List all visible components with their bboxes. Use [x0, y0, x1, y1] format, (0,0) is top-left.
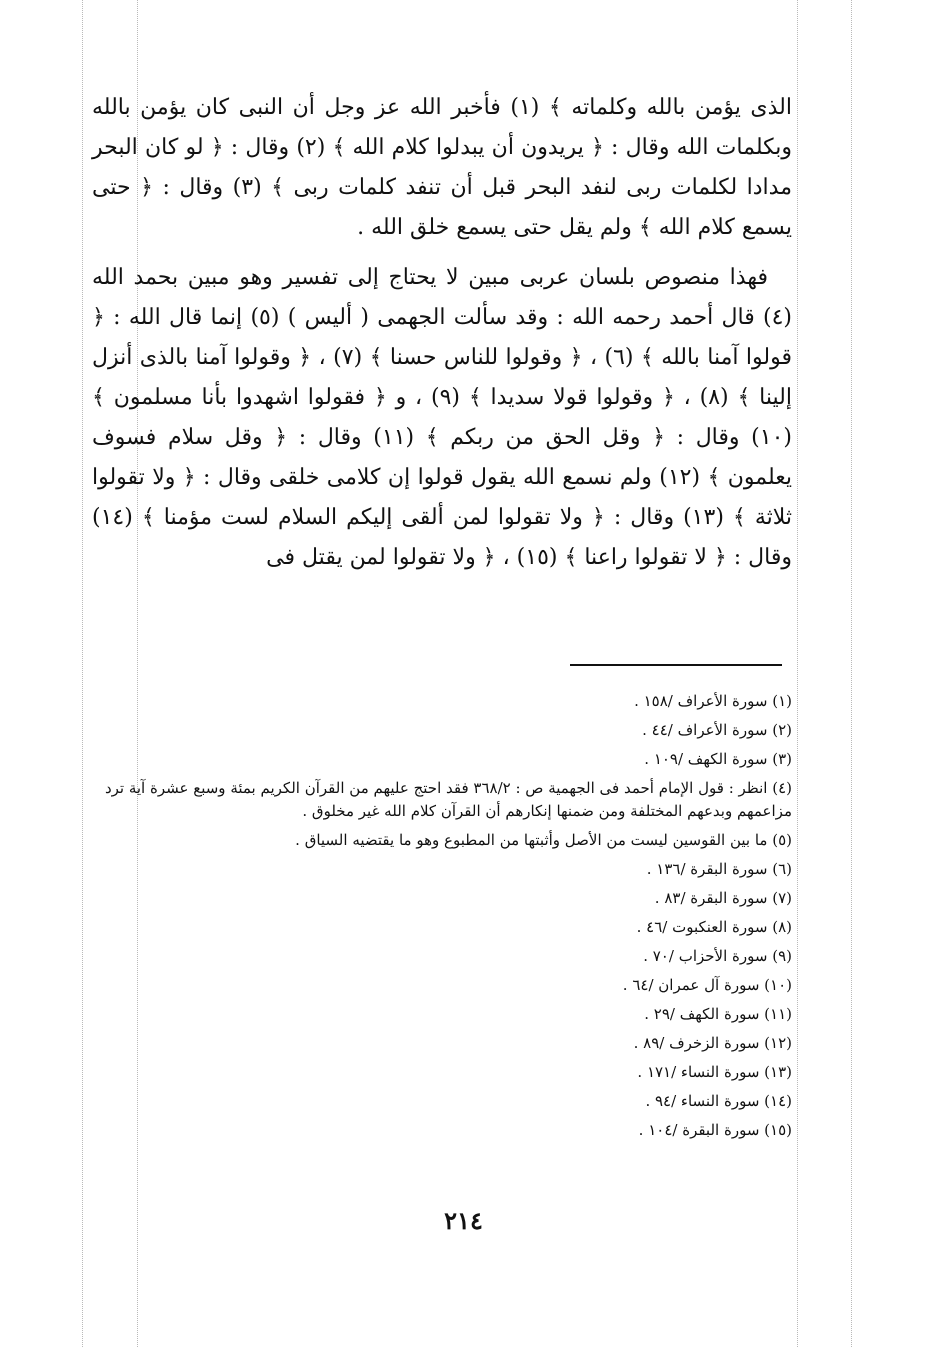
footnote-8: (٨) سورة العنكبوت /٤٦ . [636, 918, 792, 936]
scan-dots-right-inner [797, 0, 798, 1347]
scan-dots-right [851, 0, 852, 1347]
footnote-7: (٧) سورة البقرة /٨٣ . [654, 889, 792, 907]
footnote-11: (١١) سورة الكهف /٢٩ . [644, 1005, 792, 1023]
footnote-10: (١٠) سورة آل عمران /٦٤ . [622, 976, 792, 994]
footnote-14: (١٤) سورة النساء /٩٤ . [645, 1092, 792, 1110]
footnote-15: (١٥) سورة البقرة /١٠٤ . [638, 1121, 792, 1139]
footnote-9: (٩) سورة الأحزاب /٧٠ . [643, 947, 792, 965]
footnote-separator [570, 664, 782, 666]
body-paragraph-2: فهذا منصوص بلسان عربى مبين لا يحتاج إلى تفسير وهو مبين بحمد الله (٤) قال أحمد رحمه الله : وقد سألت الجهمى ( أليس ) (٥) إنما قال الله : ﴿ قولوا آمنا بالله ﴾ (٦) ، ﴿ وقولوا للناس حسنا ﴾ (٧) ، ﴿ وقولوا آمنا بالذى أنزل إلينا ﴾ (٨) ، ﴿ وقولوا قولا سديدا ﴾ (٩) ، و ﴿ فقولوا اشهدوا بأنا مسلمون ﴾ (١٠) وقال : ﴿ وقل الحق من ربكم ﴾ (١١) وقال : ﴿ وقل سلام فسوف يعلمون ﴾ (١٢) ولم نسمع الله يقول قولوا إن كلامى خلقى وقال : ﴿ ولا تقولوا ثلاثة ﴾ (١٣) وقال : ﴿ ولا تقولوا لمن ألقى إليكم السلام لست مؤمنا ﴾ (١٤) وقال : ﴿ لا تقولوا راعنا ﴾ (١٥) ، ﴿ ولا تقولوا لمن يقتل فى [92, 265, 792, 570]
footnote-12: (١٢) سورة الزخرف /٨٩ . [633, 1034, 792, 1052]
footnote-3: (٣) سورة الكهف /١٠٩ . [644, 750, 792, 768]
footnote-6: (٦) سورة البقرة /١٣٦ . [646, 860, 792, 878]
footnote-13: (١٣) سورة النساء /١٧١ . [637, 1063, 792, 1081]
footnotes-list [92, 687, 792, 1145]
footnote-1: (١) سورة الأعراف /١٥٨ . [634, 692, 792, 710]
footnote-2: (٢) سورة الأعراف /٤٤ . [642, 721, 792, 739]
body-paragraph-1: الذى يؤمن بالله وكلماته ﴾ (١) فأخبر الله عز وجل أن النبى كان يؤمن بالله وبكلمات الله وقال : ﴿ يريدون أن يبدلوا كلام الله ﴾ (٢) وقال : ﴿ لو كان البحر مدادا لكلمات ربى لنفد البحر قبل أن تنفد كلمات ربى ﴾ (٣) وقال : ﴿ حتى يسمع كلام الله ﴾ ولم يقل حتى يسمع خلق الله . [92, 95, 792, 240]
footnote-4: (٤) انظر : قول الإمام أحمد فى الجهمية ص : ٣٦٨/٢ فقد احتج عليهم من القرآن الكريم بمئة وسبع عشرة آية ترد مزاعمهم وبدعهم المختلفة ومن ضمنها إنكارهم أن القرآن كلام الله غير مخلوق . [104, 779, 792, 820]
page-number: ٢١٤ [444, 1206, 483, 1235]
page-body [92, 88, 792, 588]
scan-dots-left [82, 0, 83, 1347]
footnote-5: (٥) ما بين القوسين ليست من الأصل وأثبتها من المطبوع وهو ما يقتضيه السياق . [295, 831, 792, 849]
